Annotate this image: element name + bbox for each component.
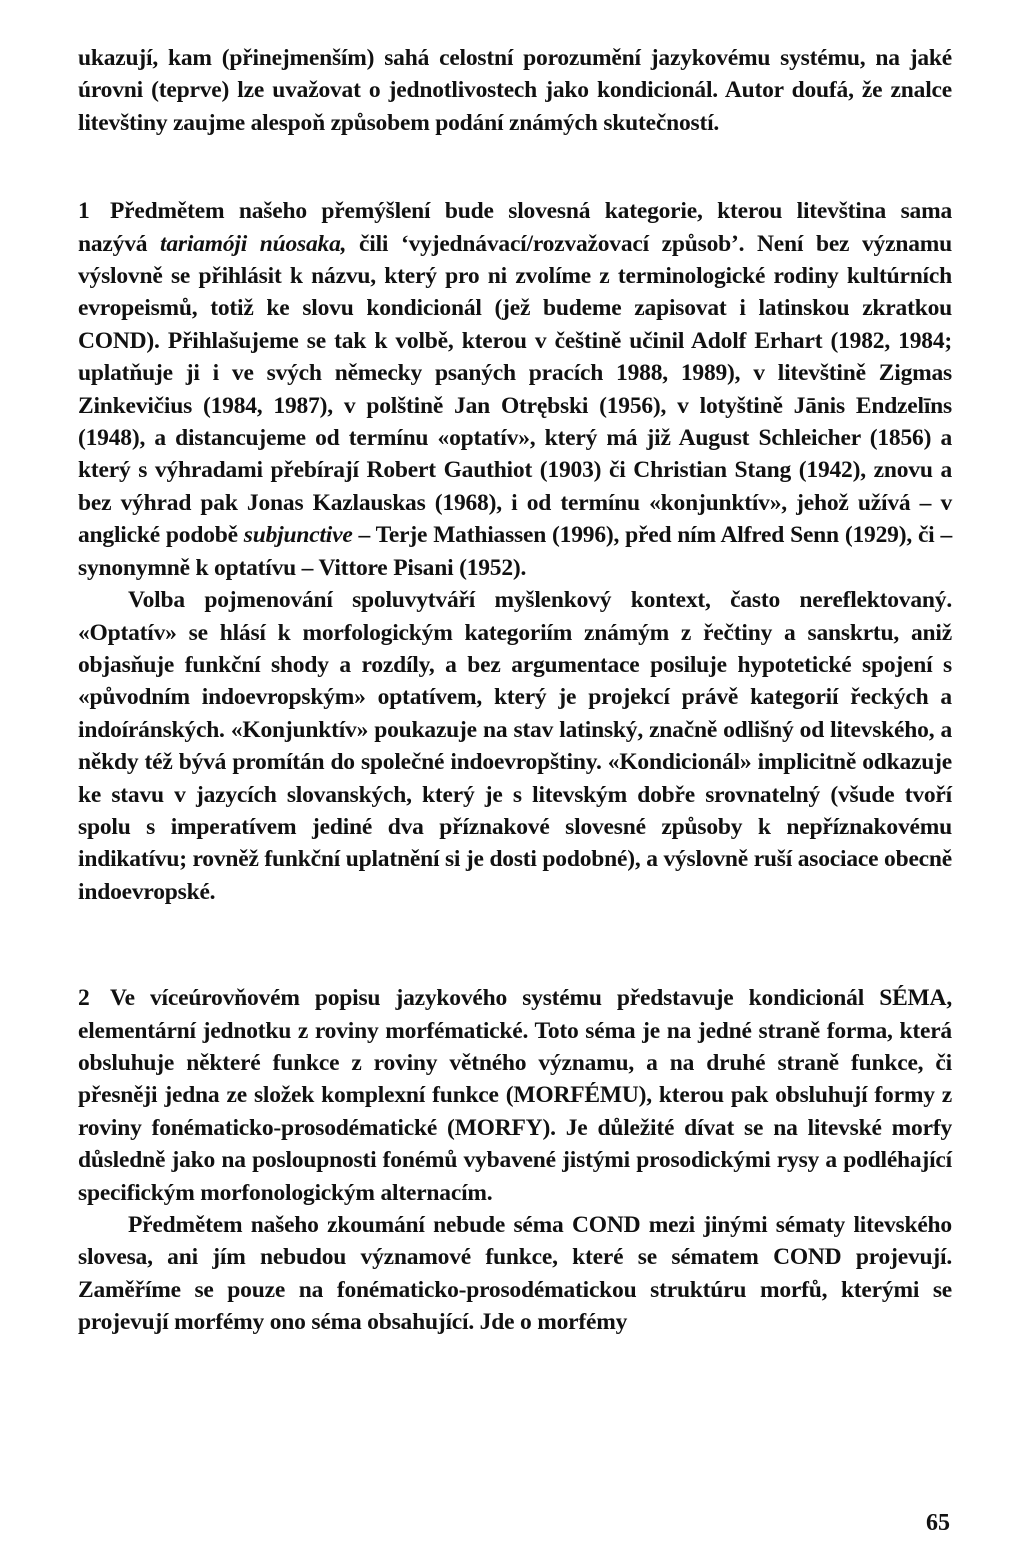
abbreviation: MORFY (454, 1114, 543, 1141)
text-run: ). Přihlašujeme se tak k volbě, kterou v češtině učinil Adolf Erhart (1982, 1984; uplatňuje ji i ve svých německy psaných pracích 1988, 1989), v litevštině Zigmas Zinkevičius (1984, 1987), v polštině Jan Otrębski (1956), v lotyštině Jānis Endzelīns (1948), a distancujeme od termínu «optatív», který má již August Schleicher (1856) a který s výhradami přebírají Robert Gauthiot (1903) či Christian Stang (1942), znovu a bez výhrad pak Jonas Kazlauskas (1968), i od termínu «konjunktív», jehož užívá – v anglické podobě (78, 327, 952, 549)
abbreviation: COND (571, 1212, 641, 1238)
section-2-paragraph-1 (78, 982, 952, 1209)
section-1-paragraph-2: Volba pojmenování spoluvytváří myšlenkový kontext, často nereflektovaný. «Optatív» se hlásí k morfologickým kategoriím známým z řečtiny a sanskrtu, aniž objasňuje funkční shody a rozdíly, a bez argumentace posiluje hypotetické spojení s «původním indoevropským» optatívem, který je projekcí právě kategorií řeckých a indoíránských. «Konjunktív» poukazuje na stav latinský, značně odlišný od litevského, a někdy též bývá promítán do společné indoevropštiny. «Kondicionál» implicitně odkazuje ke stavu v jazycích slovanských, který je s litevským dobře srovnatelný (všude tvoří spolu s imperatívem jediné dva příznakové slovesné způsoby k nepříznakovému indikatívu; rovněž funkční uplatnění si je dosti podobné), a výslovně ruší asociace obecně indoevropské. (78, 587, 953, 905)
page-number: 65 (926, 1510, 950, 1536)
text-run: ). Je důležité dívat se na litevské morfy důsledně jako na posloupnosti fonémů vybavené jistými prosodickými rysy a podléhající specifickým morfonologickým alternacím. (78, 1114, 953, 1206)
abbreviation: COND (78, 327, 147, 354)
text-run: Předmětem našeho zkoumání nebude séma (128, 1212, 572, 1238)
section-1-paragraph-1 (78, 195, 952, 584)
page-body (78, 42, 952, 1339)
section-2-paragraph-2 (78, 1209, 952, 1339)
abbreviation: MORFÉMU (513, 1082, 639, 1109)
term-italic: subjunctive (243, 522, 353, 549)
text-run: ), kterou pak obsluhují formy z roviny fonématicko-prosodématické ( (78, 1082, 952, 1141)
intro-paragraph: ukazují, kam (přinejmenším) sahá celostní porozumění jazykovému systému, na jaké úrovni (teprve) lze uvažovat o jednotlivostech jako kondicionál. Autor doufá, že znalce litevštiny zaujme alespoň způsobem podání známých skutečností. (78, 45, 952, 136)
abbreviation: SÉMA (879, 985, 947, 1012)
text-run: Předmětem našeho přemýšlení bude slovesná kategorie, kterou litevština sama nazývá (78, 198, 952, 257)
term-italic: tariamóji núosaka, (160, 230, 347, 257)
text-run: Ve víceúrovňovém popisu jazykového systému představuje kondicionál (110, 985, 880, 1012)
text-run: , elementární jednotku z roviny morfématické. Toto séma je na jedné straně forma, která obsluhuje některé funkce z roviny větného významu, a na druhé straně funkce, či přesněji jedna ze složek komplexní funkce ( (78, 985, 952, 1109)
abbreviation: COND (773, 1244, 842, 1271)
text-run: mezi jinými sématy litevského slovesa, ani jím nebudou významové funkce, které se sématem (78, 1212, 952, 1271)
text-run: čili ‘vyjednávací/rozvažovací způsob’. Není bez významu výslovně se přihlásit k názvu, který pro ni zvolíme z terminologické rodiny kultúrních evropeismů, totiž ke slovu kondicionál (jež budeme zapisovat i latinskou zkratkou (78, 230, 952, 322)
text-run: – Terje Mathiassen (1996), před ním Alfred Senn (1929), či – synonymně k optatívu – Vittore Pisani (1952). (78, 522, 952, 581)
section-number: 1 (78, 198, 90, 225)
text-run: projevují. Zaměříme se pouze na fonématicko-prosodématickou struktúru morfů, kterými se projevují morfémy ono séma obsahující. Jde o morfémy (78, 1244, 952, 1336)
section-number: 2 (78, 985, 90, 1012)
